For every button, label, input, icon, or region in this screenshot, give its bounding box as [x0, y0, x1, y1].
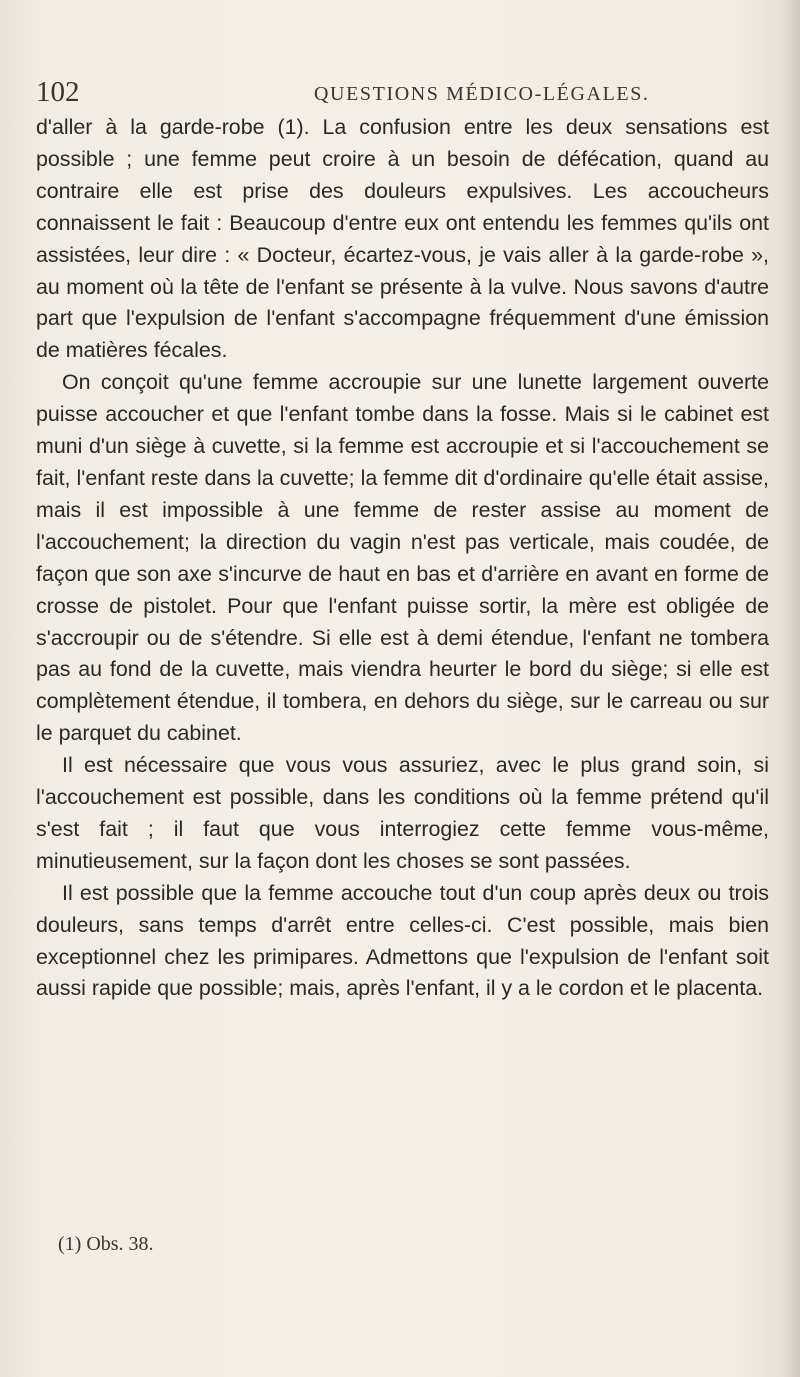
- paragraph-4: Il est possible que la femme accouche tout d'un coup après deux ou trois douleurs, sans temps d'arrêt entre celles-ci. C'est possible, mais bien exceptionnel chez les primipares. Admettons que l'expulsion de l'enfant soit aussi rapide que possible; mais, après l'enfant, il y a le cordon et le placenta.: [36, 880, 769, 1001]
- running-title: QUESTIONS MÉDICO-LÉGALES.: [314, 83, 650, 105]
- paragraph-1: d'aller à la garde-robe (1). La confusion entre les deux sensations est possible ; une femme peut croire à un besoin de défécation, quand au contraire elle est prise des douleurs expulsives. Les accoucheurs connaissent le fait : Beaucoup d'entre eux ont entendu les femmes qu'ils ont assistées, leur dire : « Docteur, écartez-vous, je vais aller à la garde-robe », au moment où la tête de l'enfant se présente à la vulve. Nous savons d'autre part que l'expulsion de l'enfant s'accompagne fréquemment d'une émission de matières fécales.: [36, 115, 769, 363]
- page-number: 102: [36, 76, 80, 108]
- footnote: (1) Obs. 38.: [58, 1233, 154, 1255]
- page-edge-shadow: [782, 0, 800, 1377]
- paragraph-2: On conçoit qu'une femme accroupie sur une lunette largement ouverte puisse accoucher et que l'enfant tombe dans la fosse. Mais si le cabinet est muni d'un siège à cuvette, si la femme est accroupie et si l'accouchement se fait, l'enfant reste dans la cuvette; la femme dit d'ordinaire qu'elle était assise, mais il est impossible à une femme de rester assise au moment de l'accouchement; la direction du vagin n'est pas verticale, mais coudée, de façon que son axe s'incurve de haut en bas et d'arrière en avant en forme de crosse de pistolet. Pour que l'enfant puisse sortir, la mère est obligée de s'accroupir ou de s'étendre. Si elle est à demi étendue, l'enfant ne tombera pas au fond de la cuvette, mais viendra heurter le bord du siège; si elle est complètement étendue, il tombera, en dehors du siège, sur le carreau ou sur le parquet du cabinet.: [36, 370, 769, 746]
- body-text: [36, 112, 769, 1005]
- paragraph-3: Il est nécessaire que vous vous assuriez, avec le plus grand soin, si l'accouchement est possible, dans les conditions où la femme prétend qu'il s'est fait ; il faut que vous interrogiez cette femme vous-même, minutieusement, sur la façon dont les choses se sont passées.: [36, 753, 769, 873]
- page-header: [36, 76, 776, 108]
